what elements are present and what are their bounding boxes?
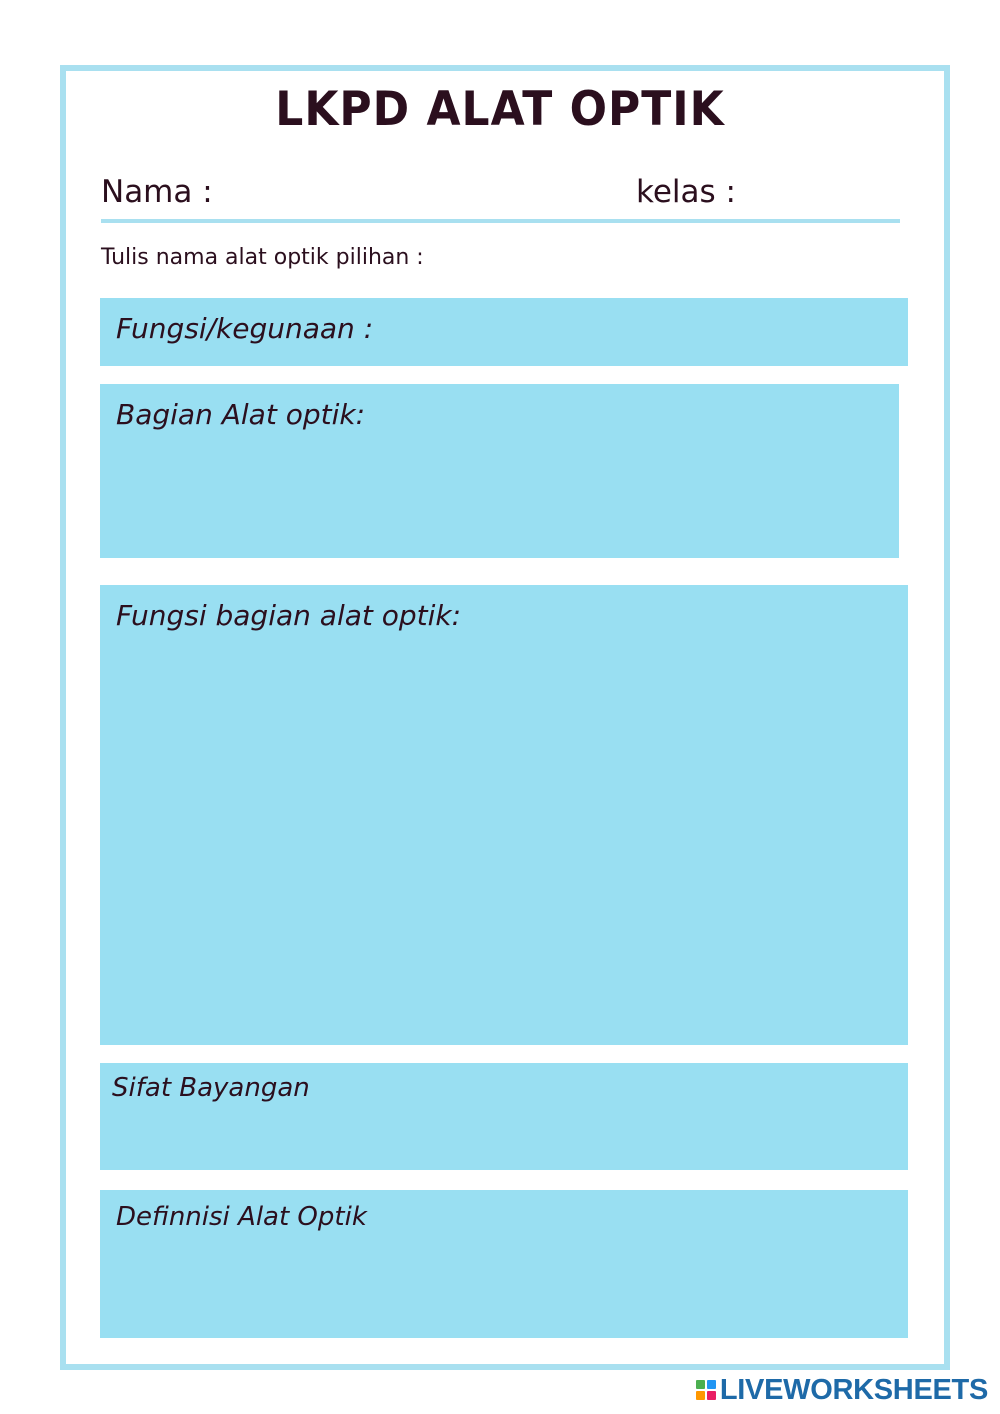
logo-square — [707, 1391, 716, 1400]
fungsi-answer-box[interactable] — [100, 298, 908, 366]
sifat-answer-box[interactable] — [100, 1063, 908, 1170]
logo-square — [707, 1380, 716, 1389]
liveworksheets-logo-icon — [696, 1380, 716, 1400]
sifat-label: Sifat Bayangan — [112, 1073, 310, 1103]
header-divider — [101, 219, 900, 223]
brand-name: LIVEWORKSHEETS — [719, 1373, 988, 1406]
liveworksheets-brand — [696, 1373, 988, 1407]
logo-square — [696, 1391, 705, 1400]
definisi-label: Definnisi Alat Optik — [116, 1202, 367, 1232]
fungsi-label: Fungsi/kegunaan : — [116, 312, 374, 345]
fungsi-bagian-answer-box[interactable] — [100, 585, 908, 1045]
instruction-text: Tulis nama alat optik pilihan : — [101, 245, 424, 270]
logo-square — [696, 1380, 705, 1389]
class-field-label: kelas : — [636, 174, 736, 210]
worksheet-title: LKPD ALAT OPTIK — [275, 81, 725, 138]
bagian-label: Bagian Alat optik: — [116, 398, 366, 431]
fungsi-bagian-label: Fungsi bagian alat optik: — [116, 599, 462, 632]
name-field-label: Nama : — [101, 174, 213, 210]
definisi-answer-box[interactable] — [100, 1190, 908, 1338]
bagian-answer-box[interactable] — [100, 384, 899, 558]
